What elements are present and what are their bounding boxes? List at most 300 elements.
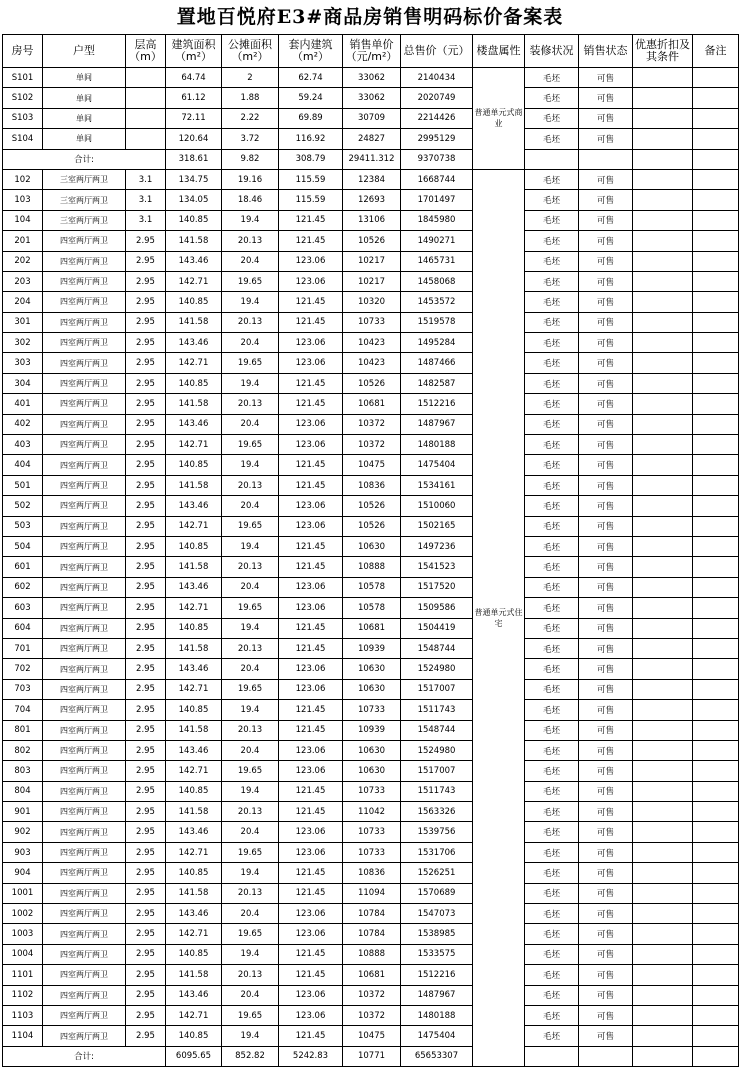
- cell-total-price: 1490271: [401, 231, 473, 251]
- cell-remark: [693, 496, 739, 516]
- cell-total-price: 1517007: [401, 761, 473, 781]
- cell-room: 503: [3, 516, 43, 536]
- table-row: [3, 781, 739, 801]
- cell-unit-price: 33062: [343, 88, 401, 108]
- cell-remark: [693, 353, 739, 373]
- cell-gross-area: 141.58: [166, 965, 222, 985]
- cell-gross-area: 140.85: [166, 618, 222, 638]
- cell-inner-area: 123.06: [279, 659, 343, 679]
- cell-type: 四室两厅两卫: [43, 536, 126, 556]
- cell-gross-area: 142.71: [166, 516, 222, 536]
- cell-total-price: 1504419: [401, 618, 473, 638]
- cell-unit-price: 10526: [343, 373, 401, 393]
- cell-height: 2.95: [126, 598, 166, 618]
- table-row: [3, 129, 739, 149]
- cell-total-price: 1547073: [401, 904, 473, 924]
- cell-inner-area: 121.45: [279, 883, 343, 903]
- cell-type: 四室两厅两卫: [43, 496, 126, 516]
- cell-room: 202: [3, 251, 43, 271]
- cell-decoration: 毛坯: [525, 210, 579, 230]
- cell-unit-price: 10836: [343, 475, 401, 495]
- cell-decoration: 毛坯: [525, 883, 579, 903]
- cell-remark: [693, 985, 739, 1005]
- cell-gross-area: 143.46: [166, 496, 222, 516]
- cell-gross-area: 120.64: [166, 129, 222, 149]
- cell-total-price: 1517520: [401, 577, 473, 597]
- cell-type: 单间: [43, 108, 126, 128]
- cell-inner-area: 123.06: [279, 761, 343, 781]
- cell-status: 可售: [579, 883, 633, 903]
- cell-total-price: 2214426: [401, 108, 473, 128]
- table-row: [3, 598, 739, 618]
- cell-inner-area: 121.45: [279, 863, 343, 883]
- cell-shared-area: 19.4: [222, 944, 279, 964]
- cell-shared-area: 20.13: [222, 312, 279, 332]
- cell-discount: [633, 700, 693, 720]
- cell-height: 2.95: [126, 965, 166, 985]
- table-row: [3, 924, 739, 944]
- cell-shared-area: 20.13: [222, 965, 279, 985]
- cell-gross-area: 140.85: [166, 700, 222, 720]
- table-row: [3, 536, 739, 556]
- table-row: [3, 618, 739, 638]
- cell-total-price: 1517007: [401, 679, 473, 699]
- cell-total-price: 1548744: [401, 720, 473, 740]
- table-row: [3, 68, 739, 88]
- cell-gross-area: 141.58: [166, 883, 222, 903]
- cell-height: [126, 68, 166, 88]
- total-label: 合计:: [3, 1046, 166, 1066]
- table-row: [3, 271, 739, 291]
- cell-type: 四室两厅两卫: [43, 231, 126, 251]
- cell-shared-area: 18.46: [222, 190, 279, 210]
- cell-inner-area: 123.06: [279, 985, 343, 1005]
- cell-status: 可售: [579, 251, 633, 271]
- cell-discount: [633, 822, 693, 842]
- cell-gross-area: 143.46: [166, 740, 222, 760]
- cell-inner-area: 121.45: [279, 557, 343, 577]
- cell-unit-price: 10888: [343, 557, 401, 577]
- cell-remark: [693, 883, 739, 903]
- cell-type: 四室两厅两卫: [43, 863, 126, 883]
- cell-gross-area: 134.05: [166, 190, 222, 210]
- cell-height: 2.95: [126, 292, 166, 312]
- cell-status: 可售: [579, 210, 633, 230]
- cell-status: 可售: [579, 700, 633, 720]
- cell-status: 可售: [579, 842, 633, 862]
- cell-inner-area: 121.45: [279, 700, 343, 720]
- cell-discount: [633, 516, 693, 536]
- cell-type: 单间: [43, 88, 126, 108]
- total-inner-area: 5242.83: [279, 1046, 343, 1066]
- table-row: [3, 700, 739, 720]
- cell-type: 四室两厅两卫: [43, 720, 126, 740]
- cell-unit-price: 10630: [343, 679, 401, 699]
- cell-total-price: 1701497: [401, 190, 473, 210]
- table-row: [3, 414, 739, 434]
- table-row: [3, 435, 739, 455]
- cell-total-price: 1509586: [401, 598, 473, 618]
- cell-inner-area: 123.06: [279, 1005, 343, 1025]
- table-row: [3, 312, 739, 332]
- cell-status: 可售: [579, 761, 633, 781]
- cell-shared-area: 20.13: [222, 802, 279, 822]
- cell-unit-price: 10630: [343, 761, 401, 781]
- cell-height: 2.95: [126, 883, 166, 903]
- cell-discount: [633, 373, 693, 393]
- table-row: [3, 638, 739, 658]
- cell-height: 2.95: [126, 577, 166, 597]
- header-type: 户型: [43, 35, 126, 68]
- cell-attribute: 普通单元式商业: [473, 68, 525, 170]
- cell-remark: [693, 904, 739, 924]
- cell-remark: [693, 557, 739, 577]
- cell-unit-price: 10733: [343, 312, 401, 332]
- cell-total-price: 1524980: [401, 659, 473, 679]
- header-status: 销售状态: [579, 35, 633, 68]
- cell-type: 四室两厅两卫: [43, 700, 126, 720]
- cell-discount: [633, 904, 693, 924]
- cell-type: 四室两厅两卫: [43, 353, 126, 373]
- cell-remark: [693, 536, 739, 556]
- cell-total-price: 1480188: [401, 1005, 473, 1025]
- cell-total-price: 1480188: [401, 435, 473, 455]
- cell-gross-area: 141.58: [166, 394, 222, 414]
- cell-type: 四室两厅两卫: [43, 618, 126, 638]
- cell-total-price: 1495284: [401, 333, 473, 353]
- cell-remark: [693, 638, 739, 658]
- cell-status: 可售: [579, 781, 633, 801]
- cell-total-price: 2140434: [401, 68, 473, 88]
- cell-inner-area: 121.45: [279, 638, 343, 658]
- cell-height: 2.95: [126, 536, 166, 556]
- cell-room: 504: [3, 536, 43, 556]
- cell-height: 2.95: [126, 414, 166, 434]
- cell-shared-area: 19.65: [222, 598, 279, 618]
- cell-status: 可售: [579, 577, 633, 597]
- cell-remark: [693, 210, 739, 230]
- cell-shared-area: 19.4: [222, 373, 279, 393]
- cell-gross-area: 142.71: [166, 271, 222, 291]
- cell-remark: [693, 618, 739, 638]
- cell-discount: [633, 577, 693, 597]
- header-decoration: 装修状况: [525, 35, 579, 68]
- cell-discount: [633, 944, 693, 964]
- cell-room: S101: [3, 68, 43, 88]
- cell-discount: [633, 190, 693, 210]
- cell-room: 1104: [3, 1026, 43, 1046]
- cell-remark: [693, 1046, 739, 1066]
- cell-gross-area: 140.85: [166, 781, 222, 801]
- cell-decoration: 毛坯: [525, 822, 579, 842]
- cell-total-price: 2995129: [401, 129, 473, 149]
- cell-inner-area: 115.59: [279, 169, 343, 189]
- cell-room: 402: [3, 414, 43, 434]
- cell-room: 403: [3, 435, 43, 455]
- cell-decoration: 毛坯: [525, 475, 579, 495]
- price-filing-table: [2, 34, 739, 1067]
- cell-remark: [693, 598, 739, 618]
- cell-decoration: 毛坯: [525, 965, 579, 985]
- cell-gross-area: 142.71: [166, 842, 222, 862]
- subtotal-row: [3, 149, 739, 169]
- cell-status: 可售: [579, 108, 633, 128]
- cell-gross-area: 64.74: [166, 68, 222, 88]
- cell-status: 可售: [579, 190, 633, 210]
- header-room: 房号: [3, 35, 43, 68]
- cell-room: 702: [3, 659, 43, 679]
- cell-remark: [693, 190, 739, 210]
- table-row: [3, 761, 739, 781]
- cell-unit-price: 10630: [343, 536, 401, 556]
- cell-type: 四室两厅两卫: [43, 985, 126, 1005]
- cell-inner-area: 123.06: [279, 598, 343, 618]
- table-row: [3, 251, 739, 271]
- cell-unit-price: 10423: [343, 353, 401, 373]
- cell-discount: [633, 638, 693, 658]
- cell-unit-price: 10630: [343, 740, 401, 760]
- table-row: [3, 292, 739, 312]
- cell-decoration: 毛坯: [525, 108, 579, 128]
- cell-status: 可售: [579, 169, 633, 189]
- cell-remark: [693, 781, 739, 801]
- cell-unit-price: 10526: [343, 231, 401, 251]
- cell-gross-area: 143.46: [166, 577, 222, 597]
- cell-decoration: [525, 149, 579, 169]
- cell-unit-price: 11042: [343, 802, 401, 822]
- cell-gross-area: 142.71: [166, 761, 222, 781]
- cell-gross-area: 141.58: [166, 802, 222, 822]
- cell-unit-price: 13106: [343, 210, 401, 230]
- cell-shared-area: 19.4: [222, 1026, 279, 1046]
- cell-discount: [633, 1026, 693, 1046]
- cell-type: 单间: [43, 129, 126, 149]
- cell-gross-area: 142.71: [166, 1005, 222, 1025]
- cell-decoration: 毛坯: [525, 924, 579, 944]
- cell-discount: [633, 333, 693, 353]
- cell-room: 903: [3, 842, 43, 862]
- cell-discount: [633, 985, 693, 1005]
- cell-shared-area: 20.4: [222, 740, 279, 760]
- cell-shared-area: 20.4: [222, 496, 279, 516]
- cell-room: 1103: [3, 1005, 43, 1025]
- cell-inner-area: 121.45: [279, 944, 343, 964]
- cell-unit-price: 10372: [343, 1005, 401, 1025]
- cell-height: 3.1: [126, 190, 166, 210]
- cell-type: 四室两厅两卫: [43, 271, 126, 291]
- cell-status: 可售: [579, 333, 633, 353]
- cell-gross-area: 140.85: [166, 1026, 222, 1046]
- cell-discount: [633, 231, 693, 251]
- cell-gross-area: 142.71: [166, 598, 222, 618]
- cell-inner-area: 121.45: [279, 373, 343, 393]
- cell-remark: [693, 312, 739, 332]
- cell-height: [126, 88, 166, 108]
- cell-status: 可售: [579, 802, 633, 822]
- cell-shared-area: 19.4: [222, 210, 279, 230]
- cell-gross-area: 72.11: [166, 108, 222, 128]
- table-row: [3, 88, 739, 108]
- cell-total-price: 1482587: [401, 373, 473, 393]
- cell-height: 2.95: [126, 740, 166, 760]
- cell-decoration: 毛坯: [525, 231, 579, 251]
- cell-total-price: 1512216: [401, 394, 473, 414]
- cell-status: 可售: [579, 373, 633, 393]
- cell-remark: [693, 108, 739, 128]
- table-row: [3, 679, 739, 699]
- cell-gross-area: 141.58: [166, 312, 222, 332]
- header-inner-area: 套内建筑（m²）: [279, 35, 343, 68]
- cell-type: 四室两厅两卫: [43, 557, 126, 577]
- cell-gross-area: 140.85: [166, 455, 222, 475]
- cell-discount: [633, 108, 693, 128]
- cell-unit-price: 10423: [343, 333, 401, 353]
- cell-type: 四室两厅两卫: [43, 679, 126, 699]
- table-row: [3, 210, 739, 230]
- cell-remark: [693, 924, 739, 944]
- cell-inner-area: 116.92: [279, 129, 343, 149]
- header-remark: 备注: [693, 35, 739, 68]
- header-gross-area: 建筑面积（m²）: [166, 35, 222, 68]
- cell-unit-price: 10784: [343, 924, 401, 944]
- cell-total-price: 2020749: [401, 88, 473, 108]
- cell-shared-area: 19.65: [222, 435, 279, 455]
- cell-type: 四室两厅两卫: [43, 475, 126, 495]
- cell-gross-area: 143.46: [166, 904, 222, 924]
- cell-total-price: 1475404: [401, 1026, 473, 1046]
- cell-total-price: 1668744: [401, 169, 473, 189]
- cell-gross-area: 143.46: [166, 251, 222, 271]
- cell-unit-price: 10888: [343, 944, 401, 964]
- cell-discount: [633, 536, 693, 556]
- cell-unit-price: 10526: [343, 496, 401, 516]
- cell-type: 四室两厅两卫: [43, 659, 126, 679]
- cell-room: 701: [3, 638, 43, 658]
- cell-status: 可售: [579, 231, 633, 251]
- cell-total-price: 1511743: [401, 781, 473, 801]
- cell-discount: [633, 455, 693, 475]
- cell-decoration: 毛坯: [525, 292, 579, 312]
- cell-shared-area: 2: [222, 68, 279, 88]
- cell-gross-area: 143.46: [166, 659, 222, 679]
- cell-room: 801: [3, 720, 43, 740]
- cell-unit-price: 10217: [343, 251, 401, 271]
- cell-attribute: 普通单元式住宅: [473, 169, 525, 1066]
- cell-discount: [633, 883, 693, 903]
- cell-remark: [693, 394, 739, 414]
- cell-inner-area: 123.06: [279, 251, 343, 271]
- cell-decoration: 毛坯: [525, 271, 579, 291]
- cell-total-price: 1502165: [401, 516, 473, 536]
- cell-type: 四室两厅两卫: [43, 373, 126, 393]
- cell-shared-area: 19.4: [222, 781, 279, 801]
- cell-shared-area: 20.4: [222, 577, 279, 597]
- cell-total-price: 1531706: [401, 842, 473, 862]
- cell-remark: [693, 659, 739, 679]
- cell-height: 2.95: [126, 944, 166, 964]
- cell-shared-area: 20.13: [222, 720, 279, 740]
- total-unit-price: 10771: [343, 1046, 401, 1066]
- cell-unit-price: 10578: [343, 577, 401, 597]
- cell-inner-area: 123.06: [279, 353, 343, 373]
- cell-total-price: 1497236: [401, 536, 473, 556]
- cell-inner-area: 121.45: [279, 618, 343, 638]
- cell-status: 可售: [579, 659, 633, 679]
- cell-room: 601: [3, 557, 43, 577]
- table-row: [3, 842, 739, 862]
- cell-shared-area: 20.13: [222, 557, 279, 577]
- cell-decoration: 毛坯: [525, 68, 579, 88]
- cell-unit-price: 10733: [343, 822, 401, 842]
- cell-discount: [633, 435, 693, 455]
- cell-status: [579, 149, 633, 169]
- cell-decoration: 毛坯: [525, 700, 579, 720]
- table-row: [3, 1005, 739, 1025]
- cell-room: 802: [3, 740, 43, 760]
- cell-status: 可售: [579, 1005, 633, 1025]
- cell-inner-area: 121.45: [279, 292, 343, 312]
- cell-discount: [633, 781, 693, 801]
- table-row: [3, 557, 739, 577]
- cell-unit-price: 10681: [343, 394, 401, 414]
- cell-discount: [633, 414, 693, 434]
- cell-inner-area: 121.45: [279, 781, 343, 801]
- cell-gross-area: 140.85: [166, 373, 222, 393]
- table-row: [3, 333, 739, 353]
- cell-type: 三室两厅两卫: [43, 169, 126, 189]
- cell-total-price: 1539756: [401, 822, 473, 842]
- table-row: [3, 985, 739, 1005]
- cell-shared-area: 19.4: [222, 618, 279, 638]
- cell-height: 2.95: [126, 1026, 166, 1046]
- header-shared-area: 公摊面积（m²）: [222, 35, 279, 68]
- cell-discount: [633, 1005, 693, 1025]
- cell-type: 四室两厅两卫: [43, 761, 126, 781]
- cell-decoration: 毛坯: [525, 190, 579, 210]
- cell-unit-price: 10217: [343, 271, 401, 291]
- cell-decoration: 毛坯: [525, 985, 579, 1005]
- table-row: [3, 802, 739, 822]
- cell-inner-area: 123.06: [279, 496, 343, 516]
- cell-inner-area: 121.45: [279, 312, 343, 332]
- cell-gross-area: 141.58: [166, 475, 222, 495]
- cell-unit-price: 10681: [343, 965, 401, 985]
- cell-gross-area: 143.46: [166, 822, 222, 842]
- cell-inner-area: 59.24: [279, 88, 343, 108]
- cell-height: 2.95: [126, 822, 166, 842]
- cell-height: 2.95: [126, 679, 166, 699]
- cell-status: 可售: [579, 68, 633, 88]
- cell-unit-price: 10784: [343, 904, 401, 924]
- cell-type: 四室两厅两卫: [43, 740, 126, 760]
- cell-height: 2.95: [126, 353, 166, 373]
- cell-shared-area: 20.4: [222, 659, 279, 679]
- cell-room: 902: [3, 822, 43, 842]
- cell-height: 2.95: [126, 924, 166, 944]
- table-body: [3, 68, 739, 1067]
- header-attribute: 楼盘属性: [473, 35, 525, 68]
- cell-shared-area: 20.4: [222, 904, 279, 924]
- cell-inner-area: 123.06: [279, 904, 343, 924]
- cell-decoration: 毛坯: [525, 394, 579, 414]
- cell-height: 2.95: [126, 435, 166, 455]
- cell-status: 可售: [579, 924, 633, 944]
- header-height: 层高（m）: [126, 35, 166, 68]
- cell-gross-area: 143.46: [166, 414, 222, 434]
- cell-decoration: 毛坯: [525, 618, 579, 638]
- cell-discount: [633, 271, 693, 291]
- cell-decoration: 毛坯: [525, 761, 579, 781]
